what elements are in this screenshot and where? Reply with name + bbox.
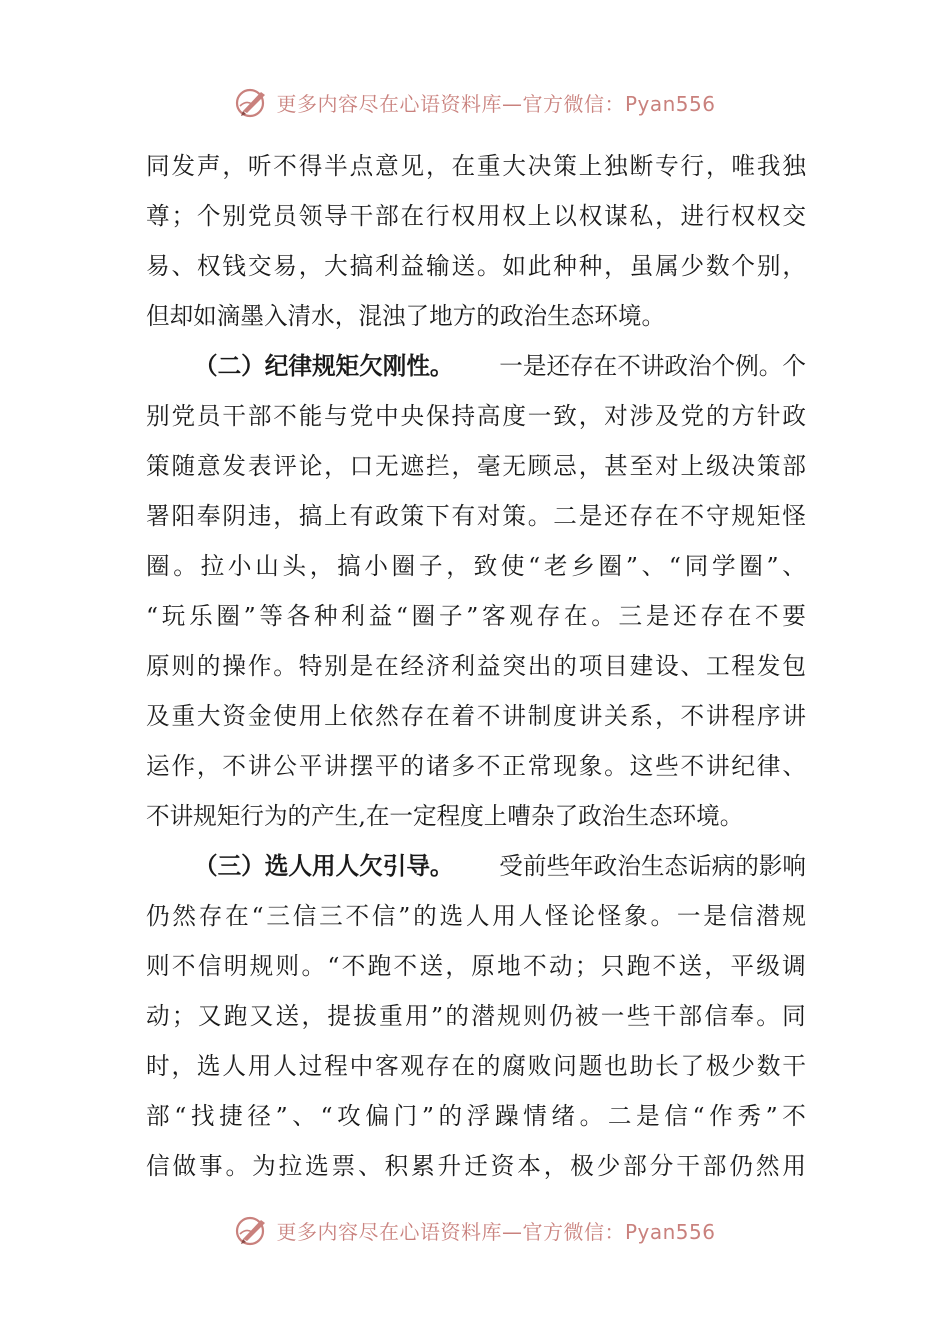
text-line: 尊 ； 个 别 党 员 领 导 干 部 在 行 权 用 权 上 以 权 谋 私 ， 进 行 权 权 交 xyxy=(146,202,806,230)
text-line: 不讲规矩行为的产生,在一定程度上嘈杂了政治生态环境。 xyxy=(146,802,744,830)
text-fragment: 一是还存在不讲政治个例。个 xyxy=(499,352,806,380)
banner-text: 更多内容尽在心语资料库—官方微信：Pyan556 xyxy=(276,1219,716,1244)
text-line: 则 不 信 明 规 则 。 “ 不 跑 不 送 ， 原 地 不 动 ； 只 跑 不 送 ， 平 级 调 xyxy=(146,952,806,980)
header-banner xyxy=(0,80,950,124)
text-line: 动 ； 又 跑 又 送 ， 提 拔 重 用 ” 的 潜 规 则 仍 被 一 些 干 部 信 奉 。 同 xyxy=(146,1002,806,1030)
text-line: 易 、 权 钱 交 易 ， 大 搞 利 益 输 送 。 如 此 种 种 ， 虽 属 少 数 个 别 ， xyxy=(146,252,806,280)
banner-text: 更多内容尽在心语资料库—官方微信：Pyan556 xyxy=(276,91,716,116)
text-line: 同 发 声 ， 听 不 得 半 点 意 见 ， 在 重 大 决 策 上 独 断 专 行 ， 唯 我 独 xyxy=(146,152,806,180)
section-heading: （二）纪律规矩欠刚性。 xyxy=(194,352,454,380)
text-line: 圈 。 拉 小 山 头 ， 搞 小 圈 子 ， 致 使 “ 老 乡 圈 ” 、 “ 同 学 圈 ” 、 xyxy=(146,552,806,580)
paragraph-first-line xyxy=(146,341,806,391)
text-line: “ 玩 乐 圈 ” 等 各 种 利 益 “ 圈 子 ” 客 观 存 在 。 三 是 还 存 在 不 要 xyxy=(146,602,806,630)
text-line: 署 阳 奉 阴 违 ， 搞 上 有 政 策 下 有 对 策 。 二 是 还 存 在 不 守 规 矩 怪 xyxy=(146,502,806,530)
paragraph-first-line xyxy=(146,841,806,891)
pen-logo-icon xyxy=(234,84,270,120)
section-heading: （三）选人用人欠引导。 xyxy=(194,852,454,880)
text-line: 运 作 ， 不 讲 公 平 讲 摆 平 的 诸 多 不 正 常 现 象 。 这 些 不 讲 纪 律 、 xyxy=(146,752,806,780)
text-line: 时 ， 选 人 用 人 过 程 中 客 观 存 在 的 腐 败 问 题 也 助 长 了 极 少 数 干 xyxy=(146,1052,806,1080)
text-line: 但却如滴墨入清水，混浊了地方的政治生态环境。 xyxy=(146,302,666,330)
text-line: 策 随 意 发 表 评 论 ， 口 无 遮 拦 ， 毫 无 顾 忌 ， 甚 至 对 上 级 决 策 部 xyxy=(146,452,806,480)
text-line: 原 则 的 操 作 。 特 别 是 在 经 济 利 益 突 出 的 项 目 建 设 、 工 程 发 包 xyxy=(146,652,806,680)
text-line: 信 做 事 。 为 拉 选 票 、 积 累 升 迁 资 本 ， 极 少 部 分 干 部 仍 然 用 xyxy=(146,1152,806,1180)
text-fragment: 受前些年政治生态诟病的影响 xyxy=(499,852,806,880)
text-line: 及 重 大 资 金 使 用 上 依 然 存 在 着 不 讲 制 度 讲 关 系 ， 不 讲 程 序 讲 xyxy=(146,702,806,730)
text-line: 别 党 员 干 部 不 能 与 党 中 央 保 持 高 度 一 致 ， 对 涉 及 党 的 方 针 政 xyxy=(146,402,806,430)
text-line: 仍 然 存 在 “ 三 信 三 不 信 ” 的 选 人 用 人 怪 论 怪 象 。 一 是 信 潜 规 xyxy=(146,902,806,930)
footer-banner xyxy=(0,1208,950,1252)
document-body xyxy=(146,141,806,1191)
pen-logo-icon xyxy=(234,1212,270,1248)
text-line: 部 “ 找 捷 径 ” 、 “ 攻 偏 门 ” 的 浮 躁 情 绪 。 二 是 信 “ 作 秀 ” 不 xyxy=(146,1102,806,1130)
